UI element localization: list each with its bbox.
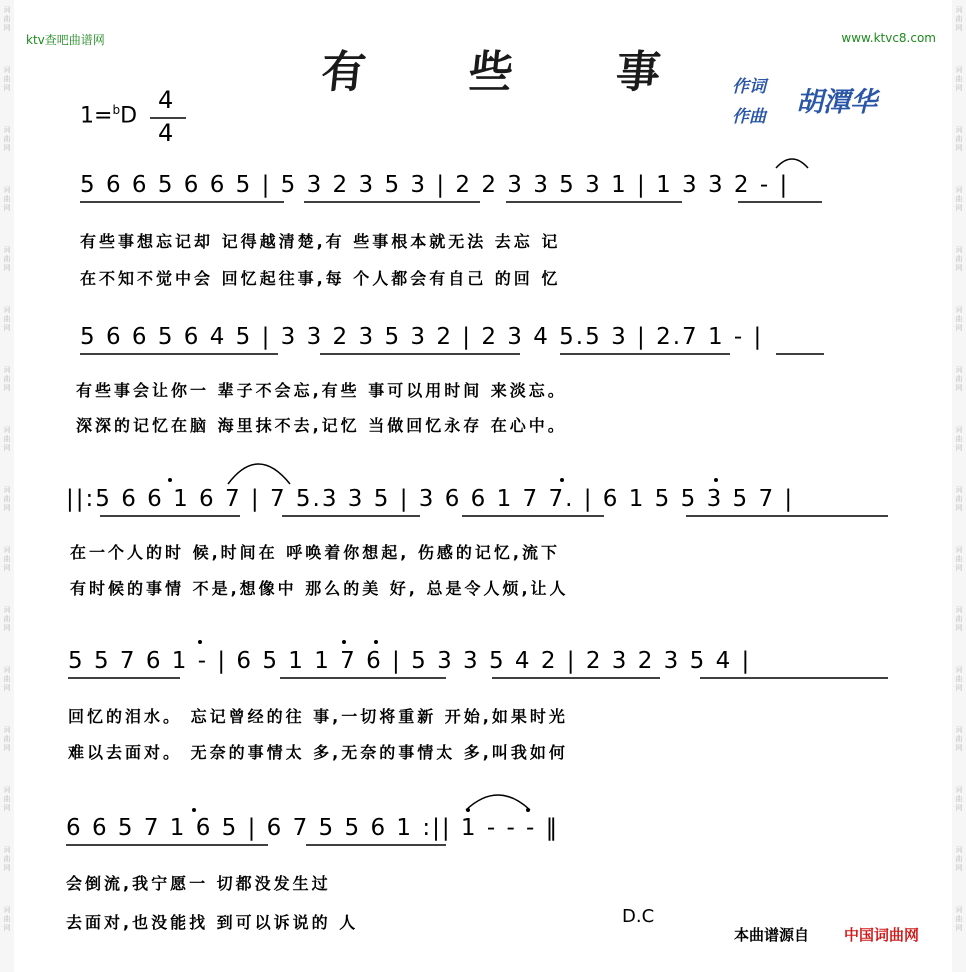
watermark-glyph: 词曲网 bbox=[955, 906, 963, 932]
watermark-glyph: 词曲网 bbox=[3, 606, 11, 632]
row-5-dots bbox=[192, 808, 530, 812]
lyricist-label: 作词 bbox=[732, 77, 766, 97]
key-note: D bbox=[120, 103, 138, 129]
watermark-glyph: 词曲网 bbox=[3, 426, 11, 452]
watermark-glyph: 词曲网 bbox=[955, 186, 963, 212]
watermark-glyph: 词曲网 bbox=[3, 186, 11, 212]
row-5-slur bbox=[466, 795, 530, 810]
watermark-glyph: 词曲网 bbox=[3, 306, 11, 332]
watermark-glyph: 词曲网 bbox=[3, 66, 11, 92]
watermark-glyph: 词曲网 bbox=[3, 6, 11, 32]
watermark-glyph: 词曲网 bbox=[955, 366, 963, 392]
notes-row-3: ||:5 6 6 1 6 7 | 7 5.3 3 5 | 3 6 6 1 7 7. | 6 1 5 5 3 5 7 | bbox=[66, 486, 795, 512]
watermark-glyph: 词曲网 bbox=[955, 786, 963, 812]
watermark-glyph: 词曲网 bbox=[955, 726, 963, 752]
lyrics-row-3-verse-1: 在一个人的时 候,时间在 呼唤着你想起, 伤感的记忆,流下 bbox=[70, 543, 560, 562]
row-3-dots bbox=[168, 478, 718, 482]
watermark-glyph: 词曲网 bbox=[3, 906, 11, 932]
lyrics-row-1-verse-2: 在不知不觉中会 回忆起往事,每 个人都会有自己 的回 忆 bbox=[80, 269, 561, 288]
site-name-left[interactable]: ktv查吧曲谱网 bbox=[26, 33, 105, 47]
composer-label: 作曲 bbox=[732, 107, 766, 127]
time-signature-bottom: 4 bbox=[158, 119, 174, 147]
watermark-glyph: 词曲网 bbox=[3, 246, 11, 272]
lyrics-row-4-verse-1: 回忆的泪水。 忘记曾经的往 事,一切将重新 开始,如果时光 bbox=[68, 707, 568, 726]
key-prefix: 1= bbox=[80, 103, 113, 129]
lyrics-row-5-verse-2: 去面对,也没能找 到可以诉说的 人 bbox=[66, 913, 359, 932]
author-name: 胡潭华 bbox=[796, 87, 877, 118]
source-label: 本曲谱源自 bbox=[734, 926, 810, 944]
lyrics-row-3-verse-2: 有时候的事情 不是,想像中 那么的美 好, 总是令人烦,让人 bbox=[70, 579, 569, 598]
watermark-glyph: 词曲网 bbox=[3, 366, 11, 392]
time-signature-top: 4 bbox=[158, 86, 174, 114]
notes-row-5: 6 6 5 7 1 6 5 | 6 7 5 5 6 1 :|| 1 - - - ‖ bbox=[66, 815, 560, 841]
watermark-glyph: 词曲网 bbox=[3, 666, 11, 692]
watermark-glyph: 词曲网 bbox=[955, 546, 963, 572]
lyrics-row-2-verse-2: 深深的记忆在脑 海里抹不去,记忆 当做回忆永存 在心中。 bbox=[76, 416, 567, 435]
lyrics-row-4-verse-2: 难以去面对。 无奈的事情太 多,无奈的事情太 多,叫我如何 bbox=[68, 743, 568, 762]
watermark-glyph: 词曲网 bbox=[3, 546, 11, 572]
lyrics-row-5-verse-1: 会倒流,我宁愿一 切都没发生过 bbox=[66, 874, 331, 893]
row-4-dots bbox=[198, 640, 378, 644]
lyrics-row-2-verse-1: 有些事会让你一 辈子不会忘,有些 事可以用时间 来淡忘。 bbox=[76, 381, 567, 400]
notes-row-4: 5 5 7 6 1 - | 6 5 1 1 7 6 | 5 3 3 5 4 2 | 2 3 2 3 5 4 | bbox=[68, 648, 752, 674]
watermark-glyph: 词曲网 bbox=[955, 426, 963, 452]
song-title: 有 些 事 bbox=[318, 47, 707, 98]
watermark-glyph: 词曲网 bbox=[955, 486, 963, 512]
watermark-glyph: 词曲网 bbox=[955, 246, 963, 272]
watermark-glyph: 词曲网 bbox=[3, 726, 11, 752]
watermark-glyph: 词曲网 bbox=[3, 786, 11, 812]
watermark-glyph: 词曲网 bbox=[3, 846, 11, 872]
watermark-glyph: 词曲网 bbox=[955, 6, 963, 32]
da-capo-mark: D.C bbox=[622, 906, 655, 927]
watermark-glyph: 词曲网 bbox=[955, 126, 963, 152]
key-flat: b bbox=[112, 103, 121, 117]
watermark-glyph: 词曲网 bbox=[955, 306, 963, 332]
watermark-glyph: 词曲网 bbox=[955, 66, 963, 92]
notes-row-1: 5 6 6 5 6 6 5 | 5 3 2 3 5 3 | 2 2 3 3 5 3 1 | 1 3 3 2 - | bbox=[80, 172, 790, 198]
site-url-right[interactable]: www.ktvc8.com bbox=[841, 31, 936, 45]
watermark-glyph: 词曲网 bbox=[3, 486, 11, 512]
watermark-glyph: 词曲网 bbox=[955, 846, 963, 872]
watermark-glyph: 词曲网 bbox=[955, 606, 963, 632]
watermark-glyph: 词曲网 bbox=[3, 126, 11, 152]
watermark-glyph: 词曲网 bbox=[955, 666, 963, 692]
source-link[interactable]: 中国词曲网 bbox=[844, 926, 920, 944]
notes-row-2: 5 6 6 5 6 4 5 | 3 3 2 3 5 3 2 | 2 3 4 5.5 3 | 2.7 1 - | bbox=[80, 324, 764, 350]
row-3-slur bbox=[228, 464, 290, 484]
lyrics-row-1-verse-1: 有些事想忘记却 记得越清楚,有 些事根本就无法 去忘 记 bbox=[80, 232, 561, 251]
row-1-slur bbox=[776, 159, 808, 168]
